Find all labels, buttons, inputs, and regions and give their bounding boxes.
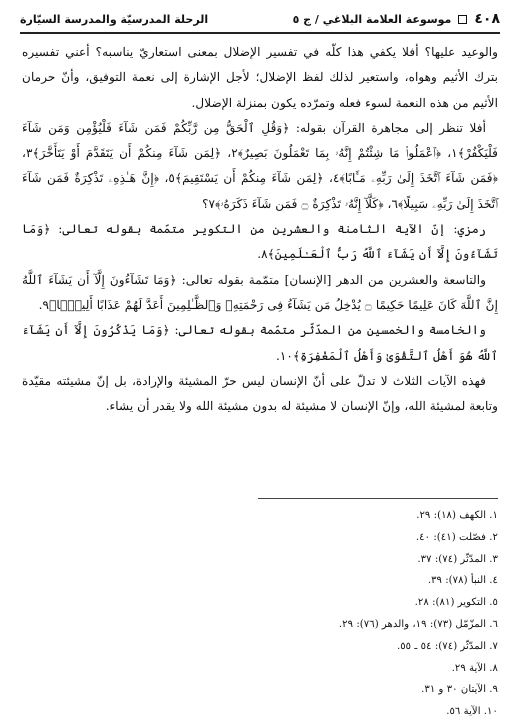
paragraph: والتاسعة والعشرين من الدهر [الإنسان] متمّمة بقوله تعالى: ﴿وَمَا تَشَآءُونَ إِلَّآ أَن يَشَآءَ ٱللَّهُ إِنَّ ٱللَّهَ كَانَ عَلِيمًا حَكِيمًا ۝ يُدْخِلُ مَن يَشَآءُ فِى رَحْمَتِهِۦ وَٱلظَّـٰلِمِينَ أَعَدَّ لَهُمْ عَذَابًا أَلِيمًۢا﴾٩. bbox=[22, 272, 498, 312]
running-header bbox=[20, 6, 500, 32]
footnote: ٩. الآيتان ٣٠ و ٣١. bbox=[421, 684, 498, 696]
page-number: ٤٠٨ bbox=[474, 11, 500, 27]
book-title: موسوعة العلامة البلاغي / ج ٥ bbox=[292, 12, 452, 26]
footnote: ٣. المدّثّر (٧٤): ٣٧. bbox=[417, 553, 498, 565]
footnote: ١. الكهف (١٨): ٢٩. bbox=[416, 510, 498, 521]
chapter-title: الرحلة المدرسيّة والمدرسة السيّارة bbox=[20, 12, 209, 26]
paragraph: رمزي: إنّ الآية الثامنة والعشرين من التكوير متمّمة بقوله تعالى: ﴿وَمَا تَشَآءُونَ إِلَّآ أَن يَشَآءَ ٱللَّهُ رَبُّ ٱلْعَـٰلَمِينَ﴾٨. bbox=[22, 222, 498, 262]
main-text bbox=[22, 40, 498, 419]
footnote: ٦. المزّمّل (٧٣): ١٩، والدهر (٧٦): ٢٩. bbox=[338, 618, 498, 630]
footnote: ٥. التكوير (٨١): ٢٨. bbox=[414, 597, 498, 609]
paragraph: والخامسة والخمسين من المدّثّر متمّمة بقوله تعالى: ﴿وَمَا يَذْكُرُونَ إِلَّآ أَن يَشَآءَ ٱللَّهُ هُوَ أَهْلُ ٱلتَّقْوَىٰ وَأَهْلُ ٱلْمَغْفِرَةِ﴾١٠. bbox=[22, 323, 498, 363]
footnote: ١٠. الآية ٥٦. bbox=[446, 706, 498, 718]
footnote: ٨. الآية ٢٩. bbox=[451, 662, 498, 674]
footnote: ٧. المدّثّر (٧٤): ٥٤ ـ ٥٥. bbox=[396, 640, 498, 652]
paragraph: والوعيد عليها؟ أفلا يكفي هذا كلّه في تفسير الإضلال بمعنى استعاريّ يناسبه؟ أعني تفسيره بترك الأثيم وهواه، واستعير لذلك لفظ الإضلال؛ لأجل الإشارة إلى نعمة التوفيق، وأنّ حرمان الأثيم من هذه النعمة لسوء فعله وتمرّده يكون بمنزلة الإضلال. bbox=[22, 45, 498, 110]
paragraph: أفلا تنظر إلى مجاهرة القرآن بقوله: ﴿وَقُلِ ٱلْحَقُّ مِن رَّبِّكُمْ فَمَن شَآءَ فَلْيُؤْمِن وَمَن شَآءَ فَلْيَكْفُرْ﴾١، ﴿ٱعْمَلُوا۟ مَا شِئْتُمْ إِنَّهُۥ بِمَا تَعْمَلُونَ بَصِيرٌ﴾٢، ﴿لِمَن شَآءَ مِنكُمْ أَن يَتَقَدَّمَ أَوْ يَتَأَخَّرَ﴾٣، ﴿فَمَن شَآءَ ٱتَّخَذَ إِلَىٰ رَبِّهِۦ مَـَٔابًا﴾٤، ﴿لِمَن شَآءَ مِنكُمْ أَن يَسْتَقِيمَ﴾٥، ﴿إِنَّ هَـٰذِهِۦ تَذْكِرَةٌ فَمَن شَآءَ ٱتَّخَذَ إِلَىٰ رَبِّهِۦ سَبِيلًا﴾٦، ﴿كَلَّآ إِنَّهُۥ تَذْكِرَةٌ ۝ فَمَن شَآءَ ذَكَرَهُۥ﴾٧؟ bbox=[22, 120, 498, 211]
footnote-divider bbox=[258, 498, 498, 499]
paragraph: فهذه الآيات الثلاث لا تدلّ على أنّ الإنسان ليس حرّ المشيئة والإرادة، بل إنّ مشيئته مقيّدة وتابعة لمشيئة الله، وإنّ الإنسان لا مشيئة له بدون مشيئة الله ولا يقدر أن يشاء. bbox=[22, 373, 498, 414]
square-icon bbox=[458, 15, 467, 24]
header-right bbox=[293, 11, 500, 27]
footnote: ٢. فصّلت (٤١): ٤٠. bbox=[415, 531, 498, 543]
footnotes-list bbox=[22, 505, 498, 723]
header-divider bbox=[20, 32, 500, 34]
footnote: ٤. النبأ (٧٨): ٣٩. bbox=[427, 575, 498, 587]
